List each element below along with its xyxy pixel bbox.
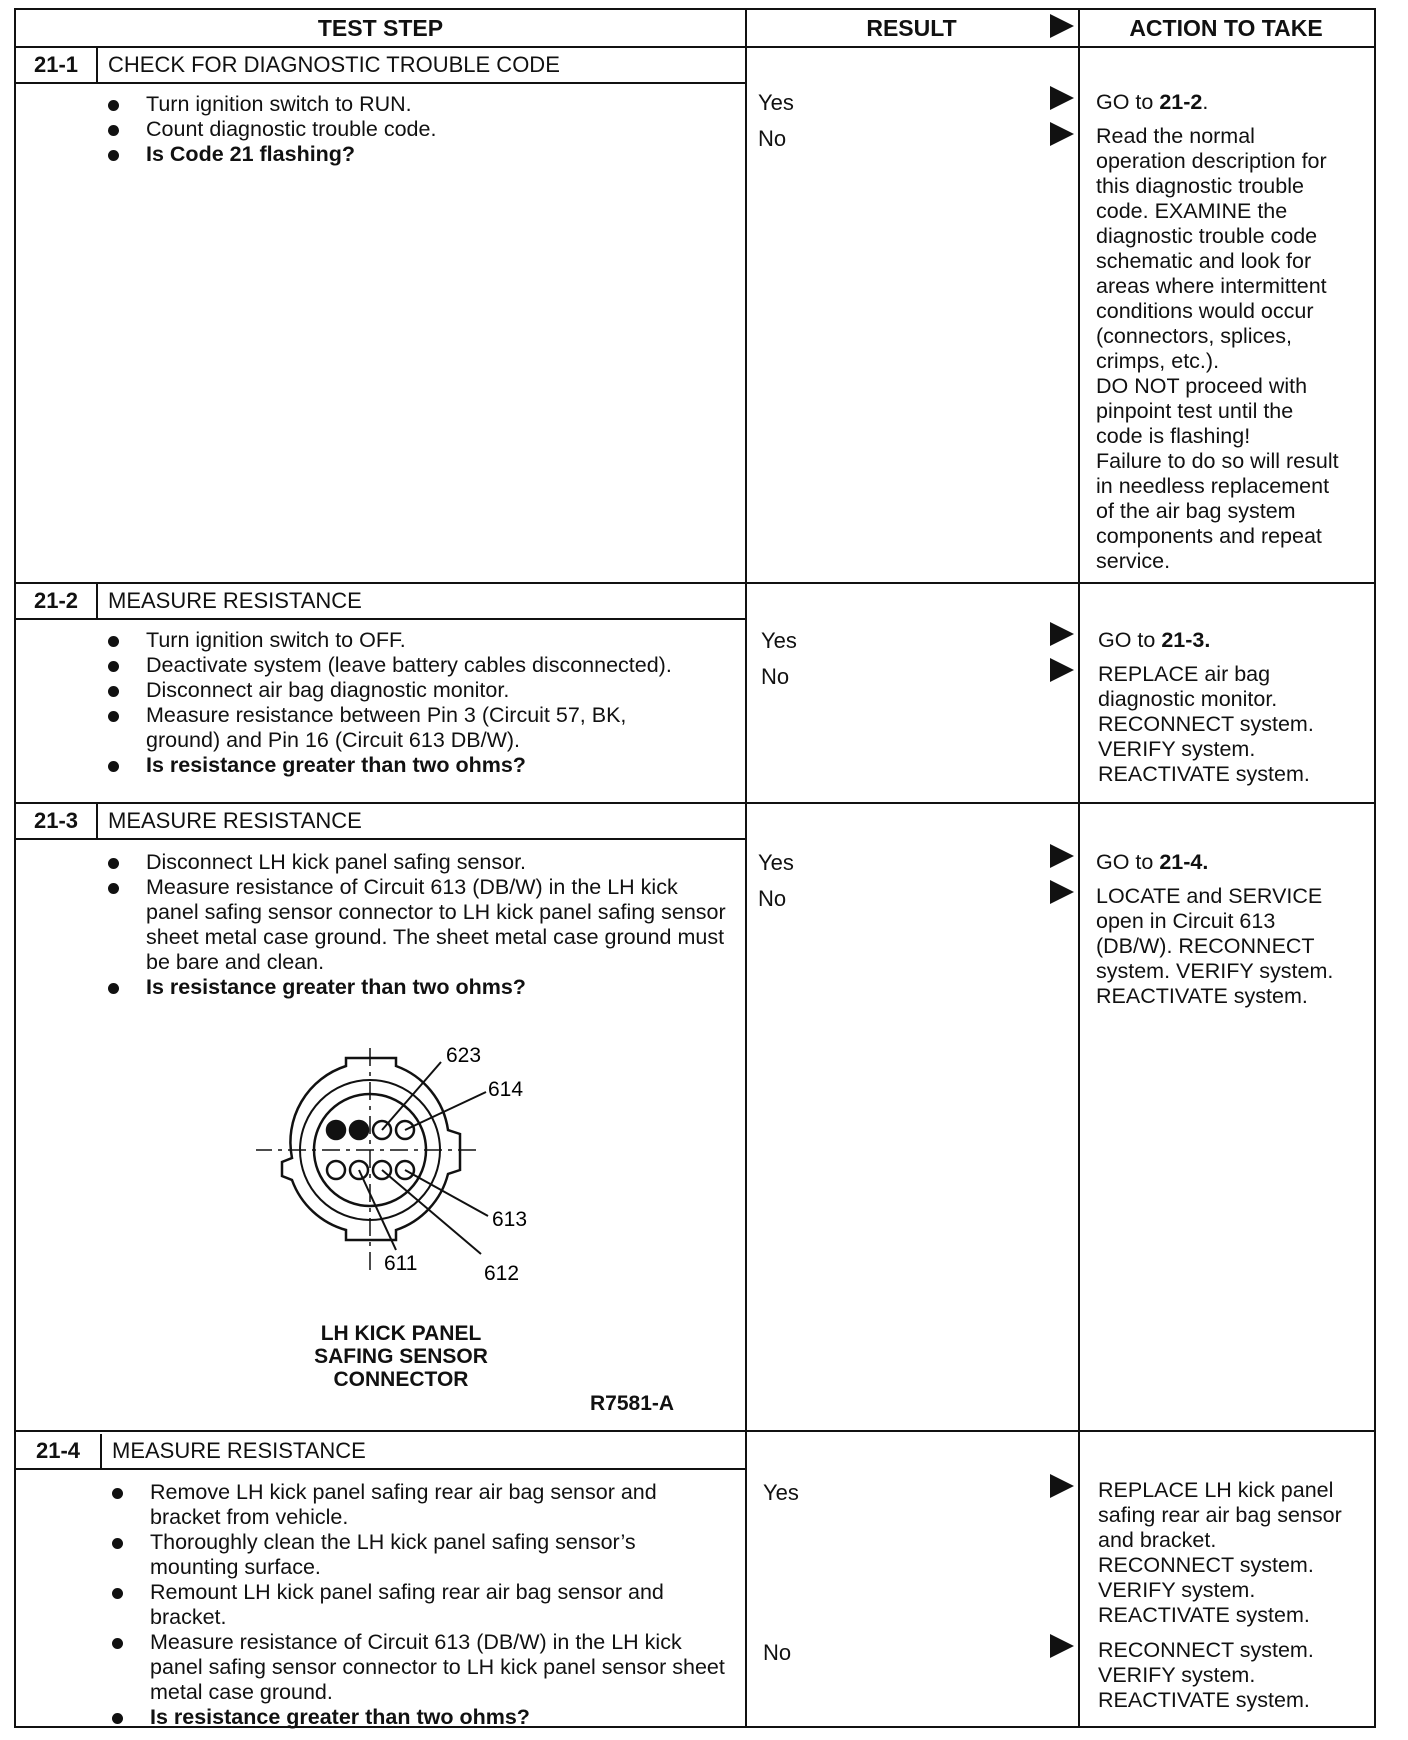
result-no: No: [758, 126, 787, 151]
bullet-item: Remove LH kick panel safing rear air bag sensor and bracket from vehicle.: [110, 1480, 730, 1530]
arrow-right-icon: [1050, 86, 1074, 110]
step-number-divider: [96, 584, 98, 618]
arrow-right-icon: [1050, 122, 1074, 146]
action-yes: REPLACE LH kick panel safing rear air bag sensor and bracket. RECONNECT system. VERIFY system. REACTIVATE system.: [1098, 1478, 1342, 1627]
result-no: No: [758, 886, 787, 911]
result-no: No: [761, 664, 790, 689]
figure-caption: LH KICK PANEL SAFING SENSOR CONNECTOR: [314, 1322, 488, 1391]
step-title-divider: [16, 1468, 745, 1470]
header-test-step: TEST STEP: [317, 14, 444, 41]
step-title-divider: [16, 838, 745, 840]
header-result: RESULT: [866, 14, 957, 41]
pin-label: 614: [488, 1078, 524, 1101]
result-yes: Yes: [758, 90, 794, 115]
step-number: 21-4: [35, 1438, 81, 1463]
action-no: LOCATE and SERVICE open in Circuit 613 (DB/W). RECONNECT system. VERIFY system. REACTIVATE system.: [1096, 884, 1334, 1008]
bullet-item: Thoroughly clean the LH kick panel safing sensor’s mounting surface.: [110, 1530, 730, 1580]
figure-reference: R7581-A: [590, 1392, 675, 1415]
pin-label: 611: [384, 1252, 418, 1275]
result-no: No: [763, 1640, 792, 1665]
step-number: 21-1: [33, 52, 79, 77]
action-yes: GO to 21-2.: [1096, 90, 1209, 114]
step-title-divider: [16, 618, 745, 620]
bullet-item: Measure resistance of Circuit 613 (DB/W) in the LH kick panel safing sensor connector to LH kick panel safing sensor sheet metal case ground. The sheet metal case ground must be bare and clean.: [106, 875, 726, 975]
step-title: CHECK FOR DIAGNOSTIC TROUBLE CODE: [108, 52, 560, 77]
result-yes: Yes: [763, 1480, 799, 1505]
bullet-question: Is resistance greater than two ohms?: [106, 753, 706, 778]
step-title: MEASURE RESISTANCE: [108, 588, 362, 613]
bullet-item: Measure resistance of Circuit 613 (DB/W) in the LH kick panel safing sensor connector to LH kick panel sensor sheet metal case ground.: [110, 1630, 730, 1705]
result-yes: Yes: [758, 850, 794, 875]
bullet-item: Turn ignition switch to OFF.: [106, 628, 706, 653]
bullet-item: Remount LH kick panel safing rear air bag sensor and bracket.: [110, 1580, 730, 1630]
step-number-divider: [100, 1434, 102, 1468]
result-yes: Yes: [761, 628, 797, 653]
step-number-divider: [96, 804, 98, 838]
arrow-right-icon: [1050, 622, 1074, 646]
action-no: Read the normal operation description for this diagnostic trouble code. EXAMINE the diagnostic trouble code schematic and look for areas where intermittent conditions would occur (connectors, splices, crimps, etc.). DO NOT proceed with pinpoint test until the code is flashing! Failure to do so will result in needless replacement of the air bag system components and repeat service.: [1096, 124, 1339, 573]
arrow-right-icon: [1050, 658, 1074, 682]
arrow-right-icon: [1050, 844, 1074, 868]
arrow-right-icon: [1050, 880, 1074, 904]
step-title: MEASURE RESISTANCE: [108, 808, 362, 833]
step-number: 21-3: [33, 808, 79, 833]
column-divider-result: [745, 10, 747, 1726]
bullet-item: Turn ignition switch to RUN.: [106, 92, 726, 117]
bullet-item: Count diagnostic trouble code.: [106, 117, 726, 142]
bullet-item: Disconnect air bag diagnostic monitor.: [106, 678, 706, 703]
step-title: MEASURE RESISTANCE: [112, 1438, 366, 1463]
arrow-right-icon: [1050, 1634, 1074, 1658]
step-number-divider: [96, 48, 98, 82]
bullet-item: Disconnect LH kick panel safing sensor.: [106, 850, 726, 875]
header-arrow-icon: [1050, 14, 1074, 38]
arrow-right-icon: [1050, 1474, 1074, 1498]
pin-label: 612: [484, 1262, 520, 1285]
step-bullets: [106, 628, 706, 778]
bullet-item: Deactivate system (leave battery cables disconnected).: [106, 653, 706, 678]
pin-label: 613: [492, 1208, 528, 1231]
step-title-divider: [16, 82, 745, 84]
action-no: REPLACE air bag diagnostic monitor. RECONNECT system. VERIFY system. REACTIVATE system.: [1098, 662, 1314, 786]
diagnostic-test-table: [14, 8, 1376, 1728]
bullet-item: Measure resistance between Pin 3 (Circuit 57, BK, ground) and Pin 16 (Circuit 613 DB/W).: [106, 703, 706, 753]
connector-diagram: [256, 1030, 616, 1290]
pin-label: 623: [446, 1044, 482, 1067]
action-yes: GO to 21-3.: [1098, 628, 1211, 652]
bullet-question: Is resistance greater than two ohms?: [110, 1705, 730, 1730]
bullet-question: Is Code 21 flashing?: [106, 142, 726, 167]
action-yes: GO to 21-4.: [1096, 850, 1209, 874]
step-bullets: [106, 92, 726, 167]
step-number: 21-2: [33, 588, 79, 613]
step-divider: [16, 1430, 1374, 1432]
action-no: RECONNECT system. VERIFY system. REACTIVATE system.: [1098, 1638, 1314, 1712]
column-divider-action: [1078, 10, 1080, 1726]
bullet-question: Is resistance greater than two ohms?: [106, 975, 726, 1000]
step-bullets: [106, 850, 726, 1000]
header-action: ACTION TO TAKE: [1129, 14, 1323, 41]
step-bullets: [110, 1480, 730, 1730]
